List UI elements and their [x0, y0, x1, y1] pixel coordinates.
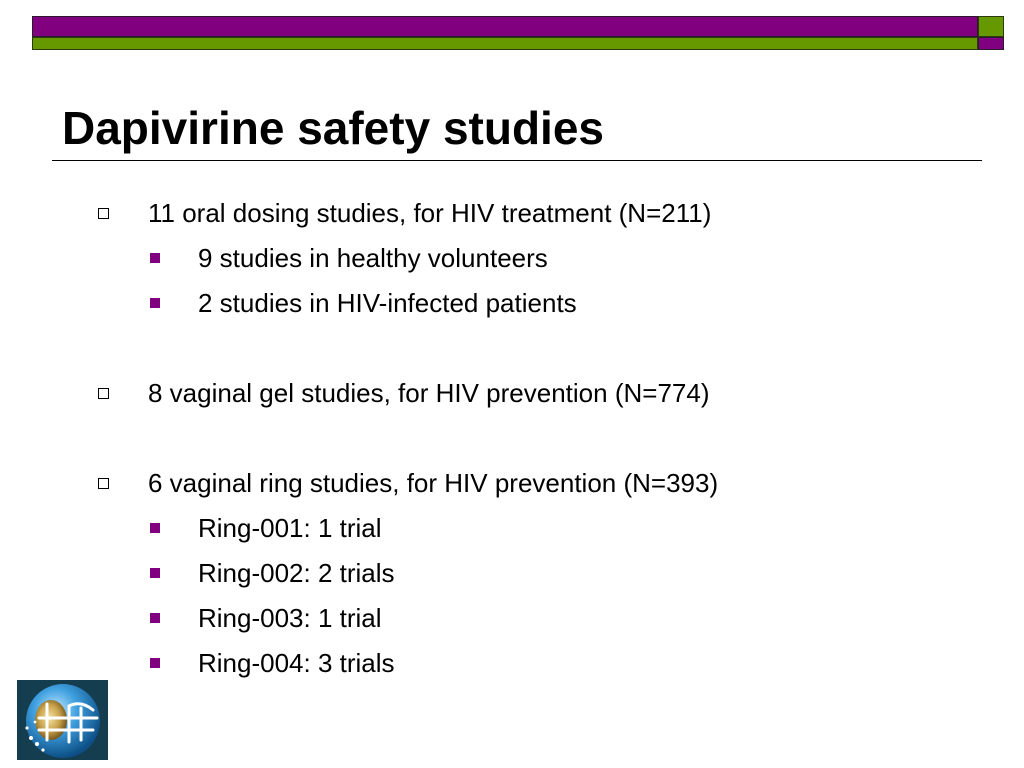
- solid-square-bullet-icon: [150, 298, 160, 308]
- solid-square-bullet-icon: [150, 253, 160, 263]
- sub-bullet-text: Ring-001: 1 trial: [198, 513, 382, 543]
- sub-bullet-text: 2 studies in HIV-infected patients: [198, 288, 577, 318]
- solid-square-bullet-icon: [150, 613, 160, 623]
- solid-square-bullet-icon: [150, 658, 160, 668]
- hollow-square-bullet-icon: [98, 208, 109, 219]
- bullet-text: 11 oral dosing studies, for HIV treatment (N=211): [148, 198, 712, 228]
- solid-square-bullet-icon: [150, 568, 160, 578]
- hollow-square-bullet-icon: [98, 388, 109, 399]
- slide-title: Dapivirine safety studies: [62, 102, 604, 154]
- sub-bullet-text: Ring-003: 1 trial: [198, 603, 382, 633]
- solid-square-bullet-icon: [150, 523, 160, 533]
- sub-bullet-text: Ring-002: 2 trials: [198, 558, 395, 588]
- globe-logo-icon: [17, 680, 108, 760]
- sub-bullet-text: Ring-004: 3 trials: [198, 648, 395, 678]
- sub-bullet-text: 9 studies in healthy volunteers: [198, 243, 548, 273]
- bullet-text: 8 vaginal gel studies, for HIV prevention (N=774): [148, 378, 710, 408]
- hollow-square-bullet-icon: [98, 478, 109, 489]
- bullet-text: 6 vaginal ring studies, for HIV prevention (N=393): [148, 468, 719, 498]
